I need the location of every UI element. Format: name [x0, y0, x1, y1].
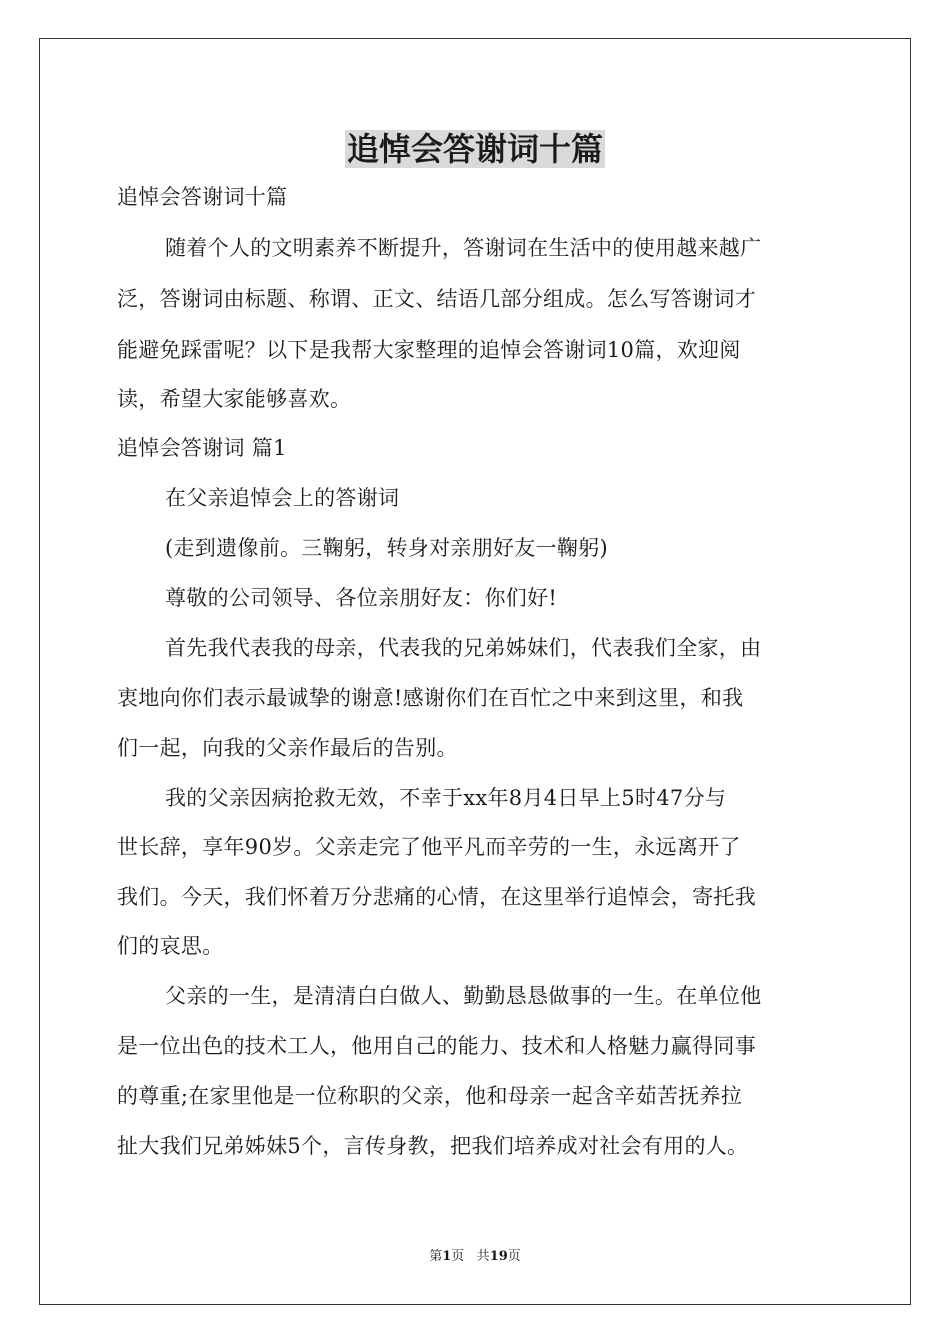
- paragraph-line: 扯大我们兄弟姊妹5个，言传身教，把我们培养成对社会有用的人。: [117, 1134, 749, 1158]
- paragraph-line: 尊敬的公司领导、各位亲朋好友：你们好!: [165, 586, 558, 610]
- paragraph-line: 首先我代表我的母亲，代表我的兄弟姊妹们，代表我们全家，由: [165, 636, 762, 660]
- paragraph-line: (走到遗像前。三鞠躬，转身对亲朋好友一鞠躬): [165, 536, 608, 560]
- paragraph-line: 们一起，向我的父亲作最后的告别。: [117, 736, 458, 760]
- paragraph-line: 随着个人的文明素养不断提升，答谢词在生活中的使用越来越广: [165, 236, 762, 260]
- paragraph-line: 是一位出色的技术工人，他用自己的能力、技术和人格魅力赢得同事: [117, 1034, 756, 1058]
- paragraph-line: 的尊重;在家里他是一位称职的父亲，他和母亲一起含辛茹苦抚养拉: [117, 1084, 743, 1108]
- page-footer: [0, 1247, 950, 1267]
- page-border: [39, 38, 911, 1305]
- total-suffix: 页: [507, 1249, 521, 1264]
- paragraph-line: 在父亲追悼会上的答谢词: [165, 486, 400, 510]
- total-prefix: 共: [476, 1249, 490, 1264]
- paragraph-line: 我们。今天，我们怀着万分悲痛的心情，在这里举行追悼会，寄托我: [117, 885, 756, 909]
- title-text: 追悼会答谢词十篇: [346, 130, 603, 168]
- document-title: [0, 124, 950, 174]
- paragraph-line: 读，希望大家能够喜欢。: [117, 387, 352, 411]
- page-prefix: 第: [429, 1249, 443, 1264]
- paragraph-line: 能避免踩雷呢？以下是我帮大家整理的追悼会答谢词10篇，欢迎阅: [117, 338, 741, 362]
- paragraph-line: 们的哀思。: [117, 934, 224, 958]
- paragraph-line: 衷地向你们表示最诚挚的谢意!感谢你们在百忙之中来到这里，和我: [117, 686, 744, 710]
- paragraph-line: 泛，答谢词由标题、称谓、正文、结语几部分组成。怎么写答谢词才: [117, 287, 756, 311]
- page-suffix: 页: [451, 1249, 465, 1264]
- page-number: 1: [442, 1249, 452, 1264]
- paragraph-line: 我的父亲因病抢救无效，不幸于xx年8月4日早上5时47分与: [165, 786, 727, 810]
- paragraph-line: 世长辞，享年90岁。父亲走完了他平凡而辛劳的一生，永远离开了: [117, 835, 741, 859]
- doc-subtitle: 追悼会答谢词十篇: [117, 185, 288, 209]
- total-pages: 19: [489, 1249, 508, 1264]
- paragraph-line: 父亲的一生，是清清白白做人、勤勤恳恳做事的一生。在单位他: [165, 984, 762, 1008]
- section-heading: 追悼会答谢词 篇1: [117, 436, 287, 460]
